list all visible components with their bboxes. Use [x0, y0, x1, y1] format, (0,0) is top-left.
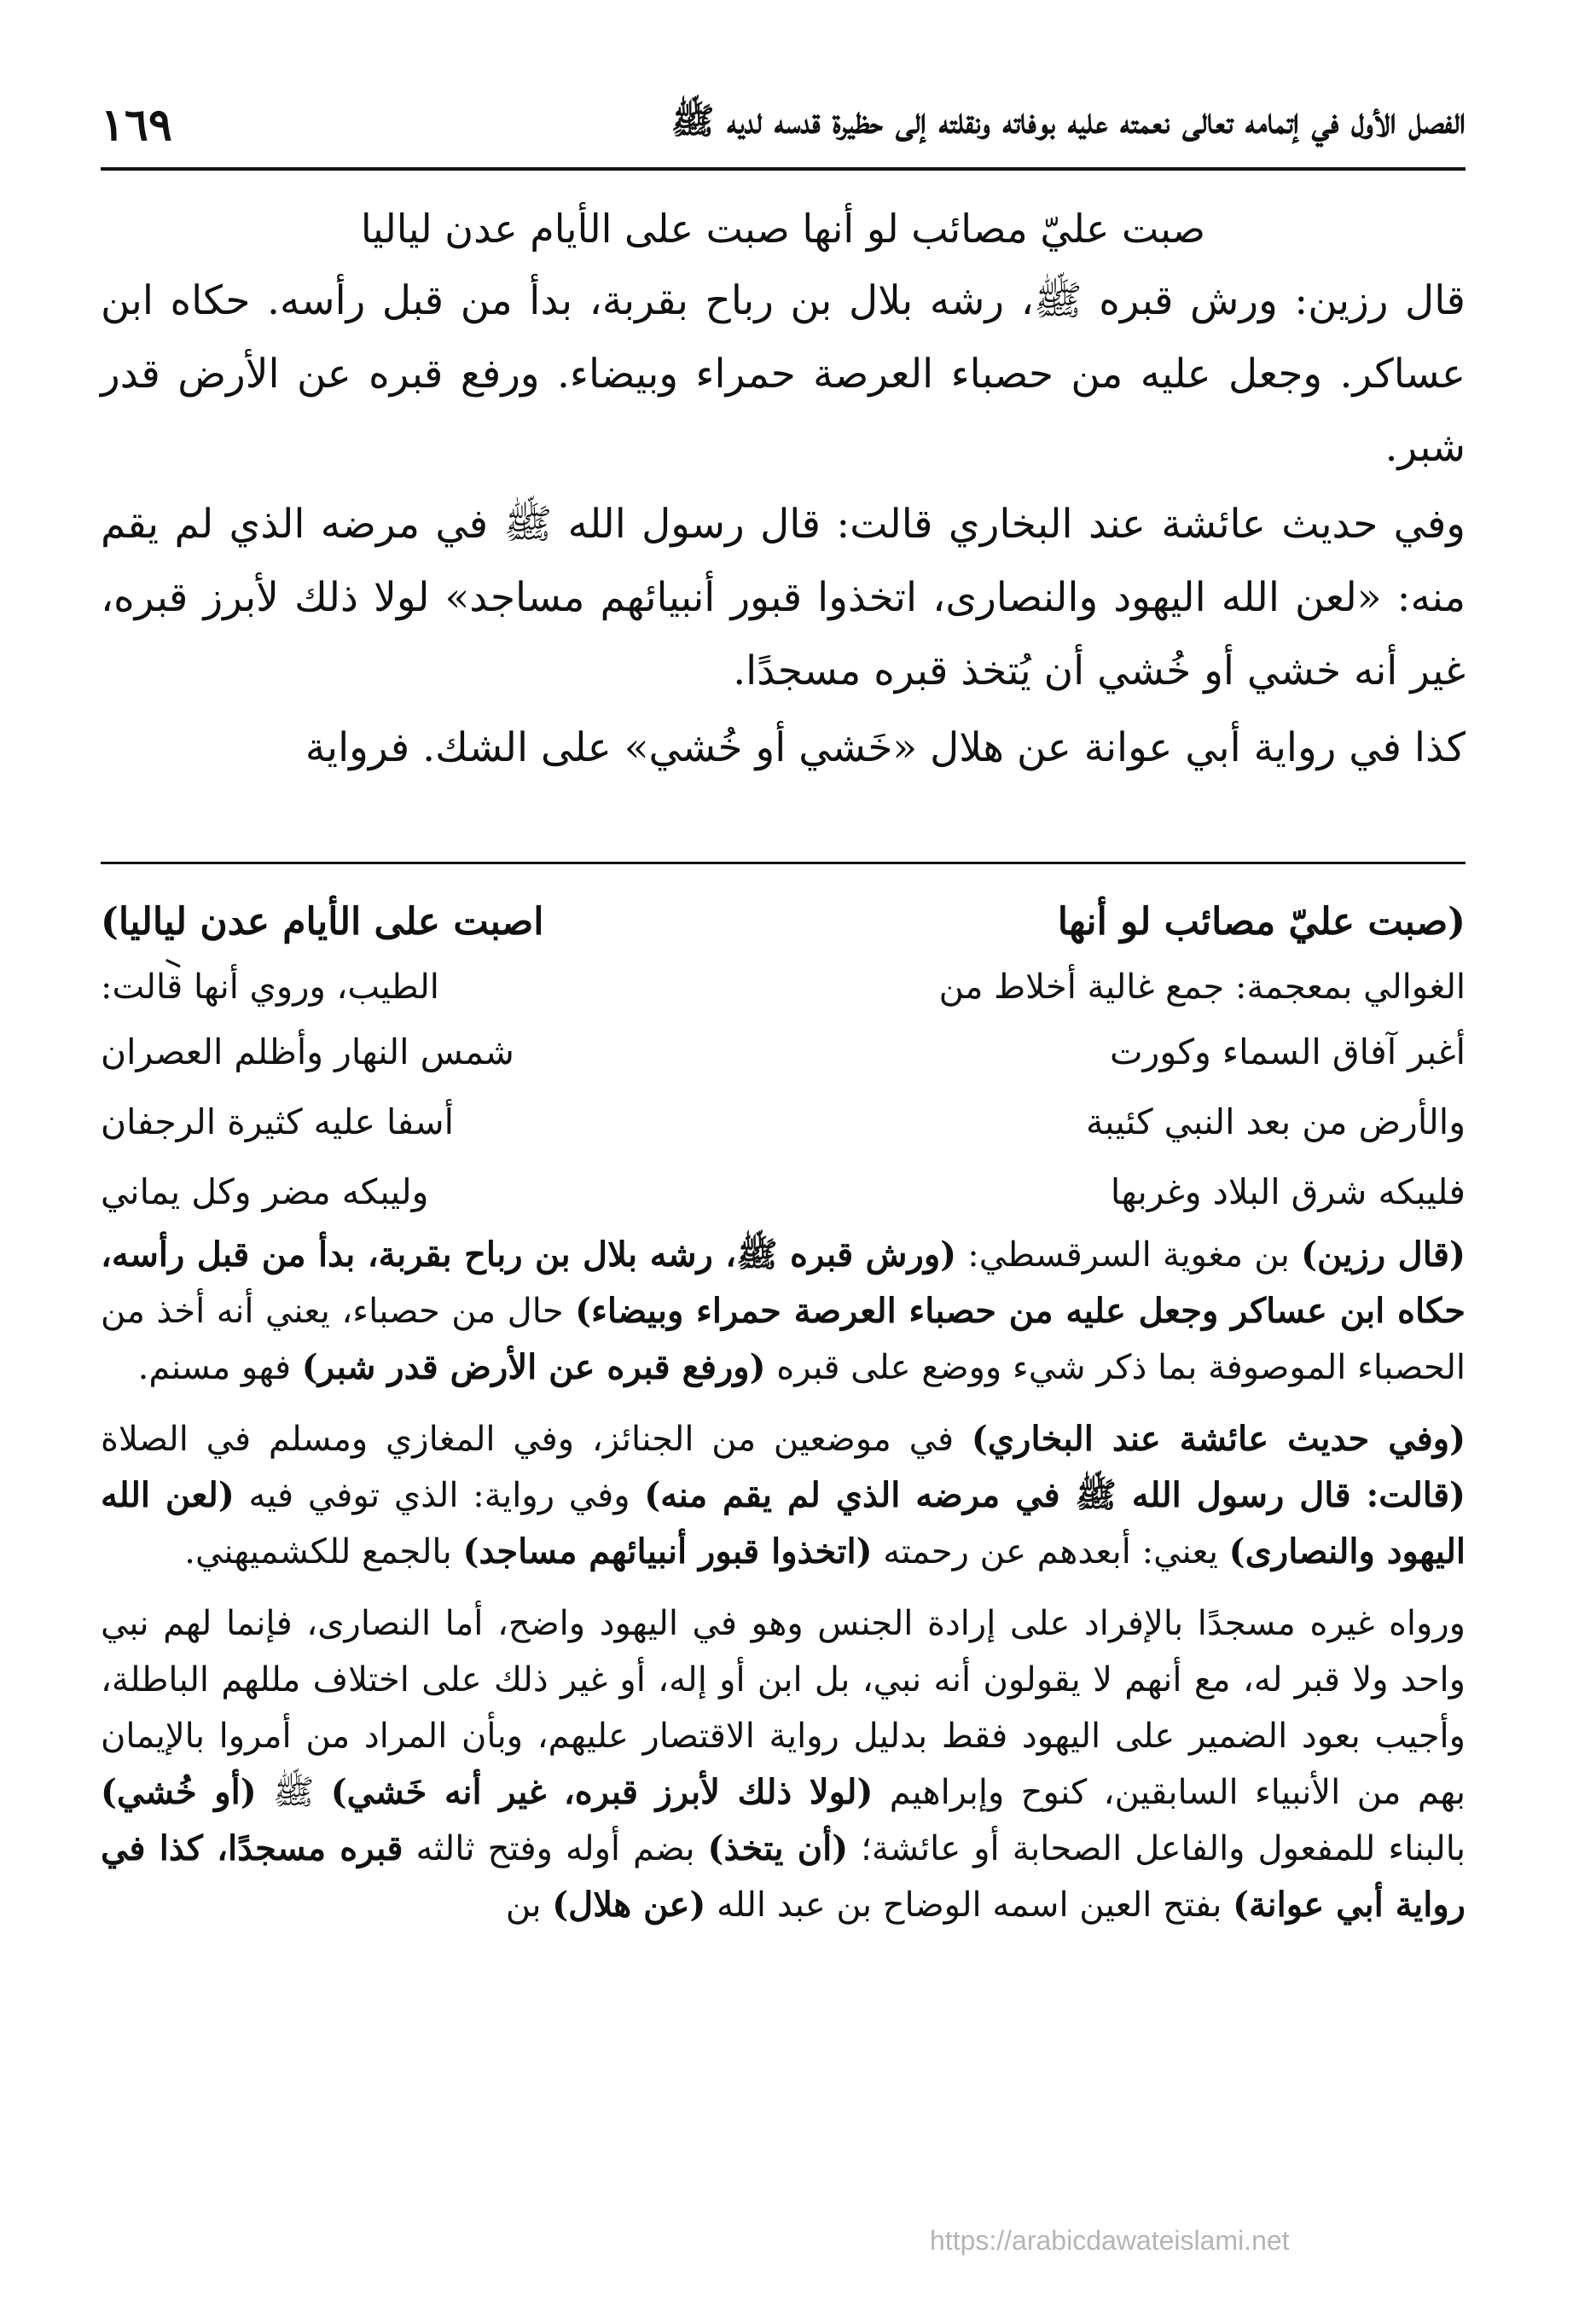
- commentary-text-run: بن: [505, 1885, 553, 1925]
- commentary-text-run: فهو مسنم.: [137, 1348, 302, 1387]
- quoted-text: (قالت: قال رسول الله ﷺ في مرضه الذي لم يقم منه): [644, 1475, 1466, 1515]
- quoted-text: (اتخذوا قبور أنبيائهم مساجد): [462, 1531, 873, 1572]
- section-divider: [101, 862, 1466, 864]
- quoted-text: (لولا ذلك لأبرز قبره، غير أنه خَشي): [330, 1772, 874, 1812]
- main-paragraph: قال رزين: ورش قبره ﷺ، رشه بلال بن رباح بقربة، بدأ من قبل رأسه. حكاه ابن عساكر. وجعل عليه من حصباء العرصة حمراء وبيضاء. ورفع قبره عن الأرض قدر شبر.: [101, 277, 1466, 471]
- poem-line: [101, 1087, 1466, 1157]
- quoted-text: (ورفع قبره عن الأرض قدر شبر): [301, 1347, 766, 1387]
- commentary-paragraph: [101, 1227, 1466, 1396]
- header-rule: [101, 167, 1466, 171]
- quoted-text: (عن هلال): [552, 1885, 706, 1925]
- main-paragraph: كذا في رواية أبي عوانة عن هلال «خَشي أو خُشي» على الشك. فرواية: [305, 724, 1466, 771]
- verse-hemistich: اصبت على الأيام عدن لياليا): [101, 900, 544, 944]
- gloss-line: [101, 957, 1466, 1017]
- commentary-text-run: يعني: أبعدهم عن رحمته: [872, 1532, 1229, 1572]
- poem-hemistich: شمس النهار وأظلم العصران: [101, 1031, 514, 1072]
- main-paragraph: وفي حديث عائشة عند البخاري قالت: قال رسول الله ﷺ في مرضه الذي لم يقم منه: «لعن الله اليهود والنصارى، اتخذوا قبور أنبيائهم مساجد» لولا ذلك لأبرز قبره، غير أنه خشي أو خُشي أن يُتخذ قبره مسجدًا.: [101, 501, 1466, 694]
- verse-hemistich: (صبت عليّ مصائب لو أنها: [1057, 900, 1466, 944]
- quoted-text: (أو خُشي): [101, 1772, 257, 1812]
- commentary-text-run: بالجمع للكشميهني.: [184, 1532, 463, 1572]
- commentary-paragraph: [101, 1411, 1466, 1580]
- commentary-text-run: بن مغوية السرقسطي:: [956, 1235, 1302, 1275]
- commentary-paragraph: [101, 1595, 1466, 1933]
- commentary-text-run: وفي رواية: الذي توفي فيه: [234, 1476, 645, 1515]
- commentary-text-run: بفتح العين اسمه الوضاح بن عبد الله: [705, 1885, 1233, 1925]
- poem-line: [101, 1017, 1466, 1087]
- poem-hemistich: أغبر آفاق السماء وكورت: [1109, 1031, 1466, 1072]
- commentary-text-run: ورواه غيره مسجدًا بالإفراد على إرادة الجنس وهو في اليهود واضح، أما النصارى، فإنما لهم نبي واحد ولا قبر له، مع أنهم لا يقولون أنه نبي، بل ابن أو إله، أو غير ذلك على اختلاف مللهم الباطلة، وأجيب بعود الضمير على اليهود فقط بدليل رواية الاقتصار عليهم، وبأن المراد من أمروا بالإيمان بهم من الأنبياء السابقين، كنوح وإبراهيم: [101, 1604, 1466, 1812]
- commentary-text: [101, 887, 1466, 1933]
- commentary-text-run: بضم أوله وفتح ثالثه: [403, 1829, 708, 1868]
- main-text: [101, 193, 1466, 785]
- running-header: [101, 94, 1466, 155]
- quoted-text: (ورش قبره ﷺ، رشه بلال بن رباح بقربة، بدأ من قبل رأسه، حكاه ابن عساكر وجعل عليه من حصباء العرصة حمراء وبيضاء): [101, 1235, 1466, 1331]
- quoted-text: (وفي حديث عائشة عند البخاري): [971, 1419, 1466, 1459]
- quoted-text: (قال رزين): [1301, 1235, 1466, 1275]
- commentary-text-run: بالبناء للمفعول والفاعل الصحابة أو عائشة؛: [848, 1829, 1466, 1868]
- commentary-text-run: ﷺ: [256, 1773, 331, 1812]
- quoted-text: قبره مسجدًا، كذا في رواية أبي عوانة): [101, 1828, 1466, 1925]
- main-verse: صبت عليّ مصائب لو أنها صبت على الأيام عدن لياليا: [360, 206, 1206, 252]
- gloss-text: الطيب، وروي أنها قالت:: [101, 967, 439, 1007]
- quoted-text: (لعن الله اليهود والنصارى): [101, 1475, 1466, 1572]
- watermark-url: https://arabicdawateislami.net: [930, 2225, 1290, 2256]
- poem-hemistich: وليبكه مضر وكل يماني: [101, 1171, 429, 1212]
- gloss-text: الغوالي بمعجمة: جمع غالية أخلاط من: [938, 967, 1466, 1007]
- commentary-text-run: حال من حصباء، يعني أنه أخذ من الحصباء الموصوفة بما ذكر شيء ووضع على قبره: [101, 1292, 1466, 1387]
- poem-line: [101, 1157, 1466, 1227]
- poem-hemistich: فليبكه شرق البلاد وغربها: [1110, 1171, 1466, 1212]
- commentary-verse: [101, 887, 1466, 957]
- poem-hemistich: أسفا عليه كثيرة الرجفان: [101, 1101, 455, 1142]
- quoted-text: (أن يتخذ): [707, 1828, 849, 1868]
- chapter-title: الفصل الأول في إتمامه تعالى نعمته عليه بوفاته ونقلته إلى حظيرة قدسه لديه ﷺ: [670, 99, 1466, 142]
- poem-hemistich: والأرض من بعد النبي كئيبة: [1086, 1101, 1466, 1142]
- page-number: ١٦٩: [101, 98, 172, 151]
- commentary-text-run: في موضعين من الجنائز، وفي المغازي ومسلم في الصلاة: [101, 1420, 972, 1459]
